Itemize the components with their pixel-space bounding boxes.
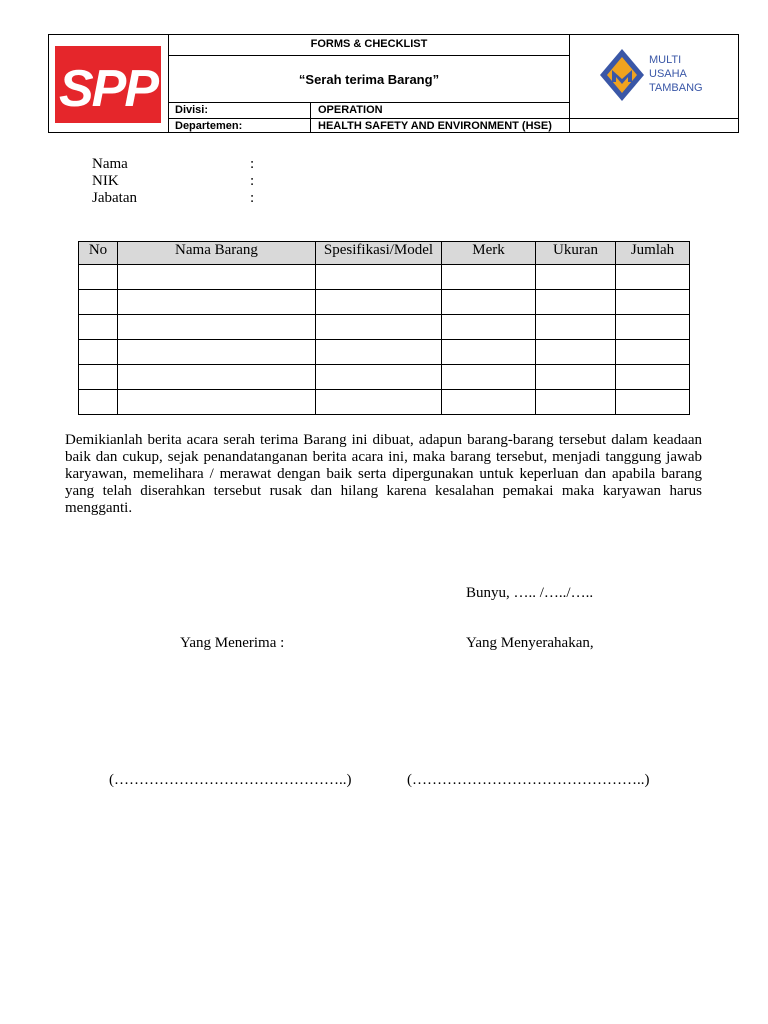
table-cell[interactable] <box>79 365 118 390</box>
giver-signature-line: (………………………………………..) <box>407 772 650 788</box>
field-colon: : <box>250 156 255 172</box>
table-header-row <box>79 242 690 265</box>
field-label: NIK <box>92 173 119 189</box>
col-header-nama-barang: Nama Barang <box>118 242 316 265</box>
table-cell[interactable] <box>536 340 616 365</box>
receiver-signature-line: (………………………………………..) <box>109 772 352 788</box>
departemen-value: HEALTH SAFETY AND ENVIRONMENT (HSE) <box>318 120 552 132</box>
divisi-label: Divisi: <box>175 104 209 116</box>
table-cell[interactable] <box>316 340 442 365</box>
col-header-no: No <box>79 242 118 265</box>
table-cell[interactable] <box>442 390 536 415</box>
col-header-jumlah: Jumlah <box>616 242 690 265</box>
multi-usaha-tambang-logo-text: MULTI USAHA TAMBANG <box>649 54 703 94</box>
table-cell[interactable] <box>118 340 316 365</box>
table-cell[interactable] <box>79 340 118 365</box>
table-cell[interactable] <box>79 265 118 290</box>
table-cell[interactable] <box>118 365 316 390</box>
col-header-spesifikasi: Spesifikasi/Model <box>316 242 442 265</box>
table-row <box>79 315 690 340</box>
multi-usaha-tambang-logo-icon <box>599 48 645 102</box>
table-cell[interactable] <box>536 315 616 340</box>
field-nama <box>92 156 292 173</box>
table-cell[interactable] <box>442 365 536 390</box>
table-row <box>79 290 690 315</box>
table-cell[interactable] <box>536 390 616 415</box>
col-header-ukuran: Ukuran <box>536 242 616 265</box>
field-label: Nama <box>92 156 128 172</box>
table-cell[interactable] <box>316 265 442 290</box>
giver-label: Yang Menyerahakan, <box>466 635 594 651</box>
table-cell[interactable] <box>442 340 536 365</box>
table-cell[interactable] <box>316 390 442 415</box>
spp-logo <box>55 46 161 123</box>
form-type: FORMS & CHECKLIST <box>310 38 428 50</box>
table-cell[interactable] <box>118 390 316 415</box>
table-cell[interactable] <box>536 265 616 290</box>
table-cell[interactable] <box>616 390 690 415</box>
table-cell[interactable] <box>316 365 442 390</box>
table-cell[interactable] <box>316 290 442 315</box>
receiver-label: Yang Menerima : <box>180 635 285 651</box>
table-row <box>79 265 690 290</box>
field-colon: : <box>250 190 255 206</box>
field-nik <box>92 173 292 190</box>
table-cell[interactable] <box>616 340 690 365</box>
table-cell[interactable] <box>616 315 690 340</box>
col-header-merk: Merk <box>442 242 536 265</box>
departemen-label: Departemen: <box>175 120 243 132</box>
svg-text:SPP: SPP <box>58 60 158 118</box>
table-cell[interactable] <box>79 290 118 315</box>
field-colon: : <box>250 173 255 189</box>
table-row <box>79 390 690 415</box>
table-cell[interactable] <box>442 265 536 290</box>
table-cell[interactable] <box>442 290 536 315</box>
items-table <box>78 241 690 415</box>
field-jabatan <box>92 190 292 207</box>
table-row <box>79 340 690 365</box>
table-cell[interactable] <box>79 315 118 340</box>
divisi-value: OPERATION <box>318 104 383 116</box>
table-cell[interactable] <box>118 265 316 290</box>
table-cell[interactable] <box>118 290 316 315</box>
form-header <box>48 34 739 133</box>
table-cell[interactable] <box>616 265 690 290</box>
table-cell[interactable] <box>616 290 690 315</box>
table-cell[interactable] <box>536 365 616 390</box>
table-cell[interactable] <box>536 290 616 315</box>
place-date: Bunyu, ….. /…../….. <box>466 585 594 601</box>
table-cell[interactable] <box>118 315 316 340</box>
table-cell[interactable] <box>316 315 442 340</box>
field-label: Jabatan <box>92 190 137 206</box>
form-title: “Serah terima Barang” <box>298 72 440 87</box>
table-cell[interactable] <box>442 315 536 340</box>
identity-fields <box>92 156 292 207</box>
table-cell[interactable] <box>79 390 118 415</box>
statement-paragraph: Demikianlah berita acara serah terima Barang ini dibuat, adapun barang-barang tersebut dalam keadaan baik dan cukup, sejak penandatanganan berita acara ini, maka barang tersebut, menjadi tanggung jawab karyawan, memelihara / merawat dengan baik serta dipergunakan untuk keperluan dan apabila barang yang telah diserahkan tersebut rusak dan hilang karena kesalahan pemakai maka karyawan harus mengganti. <box>65 432 702 516</box>
table-row <box>79 365 690 390</box>
table-cell[interactable] <box>616 365 690 390</box>
